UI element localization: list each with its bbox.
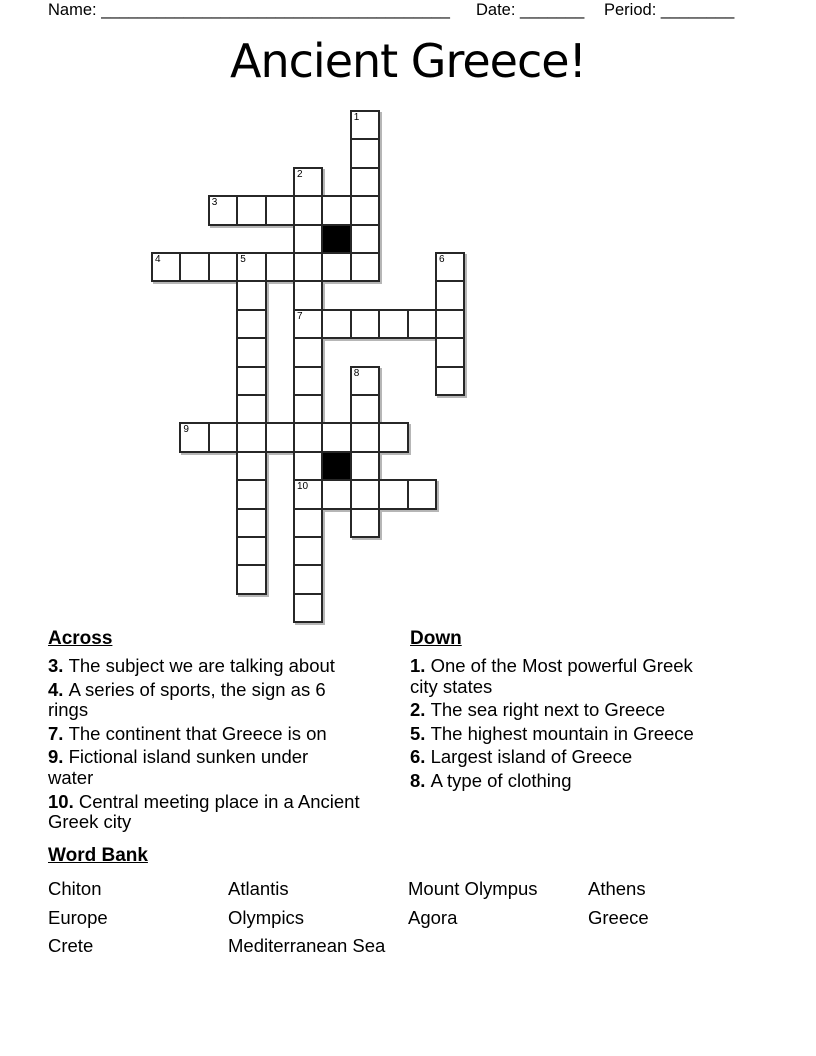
clue-number-label: 9. — [48, 746, 69, 768]
answer-cell[interactable] — [378, 422, 408, 452]
clue-text-line: Greek city — [48, 811, 132, 833]
clue-number: 2 — [297, 168, 303, 180]
black-cell — [321, 224, 351, 254]
clue-number: 7 — [297, 310, 303, 322]
date-label: Date: — [476, 1, 516, 19]
clue-number: 4 — [155, 254, 161, 265]
name-label: Name: — [48, 1, 97, 19]
answer-cell[interactable] — [208, 195, 238, 225]
clue-number: 10 — [297, 481, 309, 493]
answer-cell[interactable] — [151, 252, 181, 282]
answer-cell[interactable] — [435, 366, 465, 396]
period-label: Period: — [604, 1, 657, 19]
word-bank-word: Mount Olympus — [408, 878, 538, 899]
black-cell — [321, 451, 351, 481]
answer-cell[interactable] — [293, 394, 323, 424]
answer-cell[interactable] — [321, 195, 351, 225]
answer-cell[interactable] — [350, 451, 380, 481]
period-fill-line[interactable]: ________ — [660, 1, 735, 19]
answer-cell[interactable] — [350, 394, 380, 424]
word-bank-word: Olympics — [228, 906, 305, 928]
answer-cell[interactable] — [350, 422, 380, 452]
answer-cell[interactable] — [435, 252, 465, 282]
word-bank-column — [48, 875, 228, 961]
clue-text-line: 10. Central meeting place in a Ancient — [48, 790, 360, 812]
answer-cell[interactable] — [293, 479, 323, 509]
across-clue-3 — [48, 656, 410, 677]
answer-cell[interactable] — [350, 167, 380, 197]
clue-number-label: 10. — [48, 790, 79, 812]
word-bank-section — [48, 845, 788, 961]
answer-cell[interactable] — [435, 337, 465, 367]
down-clue-2 — [410, 700, 772, 721]
answer-cell[interactable] — [350, 366, 380, 396]
clue-text-line: 8. A type of clothing — [410, 769, 572, 791]
answer-cell[interactable] — [236, 309, 266, 339]
clue-text-line: 7. The continent that Greece is on — [48, 722, 327, 744]
answer-cell[interactable] — [321, 309, 351, 339]
answer-cell[interactable] — [350, 138, 380, 168]
answer-cell[interactable] — [350, 195, 380, 225]
clue-number-label: 2. — [410, 699, 431, 721]
clue-number: 8 — [353, 367, 360, 379]
clue-text-line: 9. Fictional island sunken under — [48, 746, 309, 768]
clue-number-label: 3. — [48, 655, 69, 676]
clue-text-line: rings — [48, 699, 89, 721]
answer-cell[interactable] — [236, 337, 266, 367]
answer-cell[interactable] — [378, 309, 408, 339]
answer-cell[interactable] — [236, 451, 266, 481]
answer-cell[interactable] — [208, 422, 238, 452]
word-bank-word: Mediterranean Sea — [228, 935, 386, 957]
word-bank-column — [408, 875, 588, 961]
across-clue-list — [48, 656, 410, 833]
word-bank-column — [588, 875, 768, 961]
clue-text-line: 5. The highest mountain in Greece — [410, 722, 694, 744]
answer-cell[interactable] — [293, 593, 323, 623]
page-title: Ancient Greece! — [230, 34, 586, 88]
period-field — [604, 1, 734, 20]
answer-cell[interactable] — [293, 564, 323, 594]
clue-number-label: 4. — [48, 678, 69, 700]
clue-number: 1 — [353, 112, 360, 123]
date-field — [476, 1, 584, 20]
word-bank-word: Chiton — [48, 878, 102, 899]
answer-cell[interactable] — [293, 195, 323, 225]
answer-cell[interactable] — [236, 536, 266, 566]
word-bank-columns — [48, 875, 788, 961]
clue-text-line: 6. Largest island of Greece — [410, 746, 633, 768]
answer-cell[interactable] — [321, 479, 351, 509]
clue-text-line: 2. The sea right next to Greece — [410, 699, 666, 721]
answer-cell[interactable] — [236, 479, 266, 509]
answer-cell[interactable] — [435, 280, 465, 310]
answer-cell[interactable] — [321, 422, 351, 452]
name-fill-line[interactable]: ______________________________________ — [101, 1, 450, 19]
answer-cell[interactable] — [293, 309, 323, 339]
answer-cell[interactable] — [236, 366, 266, 396]
clue-number-label: 1. — [410, 655, 431, 676]
word-bank-word: Atlantis — [228, 878, 289, 899]
answer-cell[interactable] — [208, 252, 238, 282]
answer-cell[interactable] — [236, 564, 266, 594]
answer-cell[interactable] — [293, 536, 323, 566]
answer-cell[interactable] — [350, 479, 380, 509]
answer-cell[interactable] — [265, 252, 295, 282]
down-heading: Down — [410, 628, 462, 649]
answer-cell[interactable] — [236, 508, 266, 538]
clue-number-label: 6. — [410, 746, 431, 768]
answer-cell[interactable] — [350, 508, 380, 538]
across-clue-4 — [48, 680, 410, 721]
down-clue-list — [410, 656, 772, 792]
word-bank-word: Europe — [48, 906, 108, 928]
word-bank-word: Athens — [588, 878, 646, 899]
word-bank-word: Crete — [48, 935, 94, 957]
across-clue-7 — [48, 724, 410, 745]
clue-number: 3 — [211, 197, 218, 209]
across-clues-section — [48, 628, 410, 836]
answer-cell[interactable] — [350, 309, 380, 339]
down-clue-6 — [410, 747, 772, 768]
answer-cell[interactable] — [236, 195, 266, 225]
answer-cell[interactable] — [293, 224, 323, 254]
clue-text-line: 1. One of the Most powerful Greek — [410, 655, 693, 676]
down-clue-8 — [410, 771, 772, 792]
answer-cell[interactable] — [350, 110, 380, 140]
answer-cell[interactable] — [236, 394, 266, 424]
word-bank-word: Greece — [588, 906, 649, 928]
answer-cell[interactable] — [435, 309, 465, 339]
answer-cell[interactable] — [236, 252, 266, 282]
clue-text-line: water — [48, 766, 94, 788]
across-clue-9 — [48, 747, 410, 788]
word-bank-column — [228, 875, 408, 961]
answer-cell[interactable] — [293, 508, 323, 538]
answer-cell[interactable] — [350, 224, 380, 254]
answer-cell[interactable] — [179, 422, 209, 452]
word-bank-heading: Word Bank — [48, 845, 148, 866]
clue-number: 5 — [240, 254, 246, 265]
answer-cell[interactable] — [407, 479, 437, 509]
across-heading: Across — [48, 628, 113, 649]
clue-text-line: city states — [410, 675, 493, 697]
word-bank-word: Agora — [408, 906, 458, 928]
down-clue-1 — [410, 656, 772, 697]
answer-cell[interactable] — [179, 252, 209, 282]
down-clue-5 — [410, 724, 772, 745]
clue-number-label: 8. — [410, 769, 431, 791]
clue-number-label: 5. — [410, 722, 431, 744]
clue-number: 6 — [439, 254, 445, 265]
answer-cell[interactable] — [293, 252, 323, 282]
clue-text-line: 3. The subject we are talking about — [48, 655, 335, 676]
answer-cell[interactable] — [378, 479, 408, 509]
answer-cell[interactable] — [293, 337, 323, 367]
down-clues-section — [410, 628, 772, 795]
answer-cell[interactable] — [407, 309, 437, 339]
across-clue-10 — [48, 792, 410, 833]
name-field — [48, 1, 450, 20]
answer-cell[interactable] — [265, 195, 295, 225]
answer-cell[interactable] — [265, 422, 295, 452]
date-fill-line[interactable]: _______ — [520, 1, 585, 19]
answer-cell[interactable] — [236, 422, 266, 452]
answer-cell[interactable] — [321, 252, 351, 282]
answer-cell[interactable] — [293, 167, 323, 197]
answer-cell[interactable] — [293, 280, 323, 310]
answer-cell[interactable] — [293, 366, 323, 396]
answer-cell[interactable] — [293, 422, 323, 452]
clue-number: 9 — [183, 424, 189, 436]
clue-number-label: 7. — [48, 722, 69, 744]
answer-cell[interactable] — [236, 280, 266, 310]
answer-cell[interactable] — [350, 252, 380, 282]
clue-text-line: 4. A series of sports, the sign as 6 — [48, 678, 326, 700]
answer-cell[interactable] — [293, 451, 323, 481]
